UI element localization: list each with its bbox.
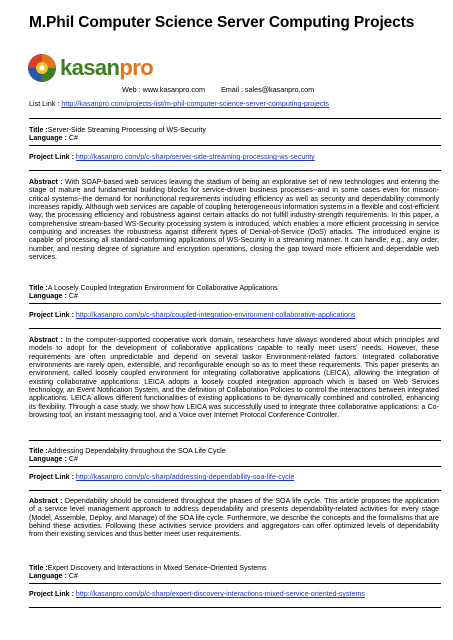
project-title: Server-Side Streaming Processing of WS-Security: [47, 126, 206, 134]
email-address: Email : sales@kasanpro.com: [220, 85, 315, 94]
project-abstract: Abstract : Dependability should be considered throughout the phases of the SOA life cycle. This article proposes the application of a service level management approach to address dependability and presents dependability-related activities for every stage (Model, Assemble, Deploy, and Manage) of the SOA life cycle. Furthermore, we describe the concepts and the formalisms that are behind these activities. Following these activities service providers and aggregators can offer optimized levels of dependability from their existing services and thus better meet user requirements.: [29, 497, 439, 539]
divider: [29, 440, 441, 441]
divider: [29, 607, 441, 608]
project-link[interactable]: http://kasanpro.com/p/c-sharp/addressing-dependability-soa-life-cycle: [75, 473, 295, 481]
project-title: Expert Discovery and Interactions in Mixed Service-Oriented Systems: [47, 564, 267, 572]
kasanpro-globe-icon: [27, 53, 57, 83]
project-link-line: Project Link : http://kasanpro.com/p/c-sharp/server-side-streaming-processing-ws-security: [29, 153, 315, 161]
project-title-block: Title :Server-Side Streaming Processing of WS-Security Language : C#: [29, 126, 206, 143]
list-link-line: [29, 99, 329, 108]
divider: [29, 118, 441, 119]
project-link-line: Project Link : http://kasanpro.com/p/c-sharp/addressing-dependability-soa-life-cycle: [29, 473, 295, 481]
list-link[interactable]: http://kasanpro.com/projects-list/m-phil-computer-science-server-computing-projects: [61, 99, 330, 108]
project-abstract: Abstract : With SOAP-based web services leaving the stadium of being an explorative set of new technologies and entering the stage of mature and fundamental building blocks for service-driven business processes--and in some cases even for mission-critical systems--the demand for nonfunctional requirements including efficiency as well as security and dependability commonly increases rapidly. Although web services are capable of coupling heterogeneous information systems in a flexible and cost-efficient way, the processing efficiency and robustness against certain attacks do not fulfill industry-strength requirements. In this paper, a comprehensive stream-based WS-Security processing system is introduced, which enables a more efficient processing in service computing and increases the robustness against different types of Denial-of-Service (DoS) attacks. The introduced engine is capable of processing all standard-conforming applications of WS-Security in a streaming manner. It can handle, e.g., any order, number, and nesting degree of signature and encryption operations, closing the gap toward more efficient and dependable web services.: [29, 178, 439, 262]
project-link[interactable]: http://kasanpro.com/p/c-sharp/coupled-integration-environment-collaborative-applications: [75, 311, 356, 319]
project-link[interactable]: http://kasanpro.com/p/c-sharp/server-side-streaming-processing-ws-security: [75, 153, 315, 161]
project-language: C#: [68, 292, 78, 301]
project-title: A Loosely Coupled Integration Environment for Collaborative Applications: [47, 284, 278, 292]
divider: [29, 170, 441, 171]
project-title: Addressing Dependability throughout the SOA Life Cycle: [47, 447, 226, 455]
divider: [29, 328, 441, 329]
project-abstract: Abstract : In the computer-supported cooperative work domain, researchers have always wondered about which principles and models to adopt for the development of collaborative applications capable to really meet users' needs. However, these requirements are often unpredictable and depend on several taskor Environment-related factors. Integrated collaborative environments are rarely open, extensible, and reconfigurable enough so as to meet these requirements. This paper presents an environment, called loosely coupled environment for integrating collaborative applications (LEICA), allowing the integration of existing collaborative applications. LEICA adopts a loosely coupled integration approach which is based on Web Services technology, an Event Notification System, and the definition of Collaboration Policies to control the interactions between integrated applications. LEICA allows different functionalities of existing applications to be dynamically combined and controlled, enhancing its flexibility. Through a case study, we show how LEICA was successfully used to integrate three collaborative applications: a Co-browsing tool, an instant messaging tool, and a Voice over Internet Protocol Conference Controller.: [29, 336, 439, 420]
divider: [29, 490, 441, 491]
divider: [29, 303, 441, 304]
web-address: Web : www.kasanpro.com: [122, 85, 205, 94]
project-language: C#: [68, 572, 78, 581]
page-title: M.Phil Computer Science Server Computing Projects: [29, 14, 415, 31]
project-title-block: Title :Expert Discovery and Interactions in Mixed Service-Oriented Systems Language : C#: [29, 564, 267, 581]
list-link-label: List Link :: [29, 99, 60, 108]
project-link-line: Project Link : http://kasanpro.com/p/c-sharp/expert-discovery-interactions-mixed-service-oriented-systems: [29, 590, 365, 598]
project-link-line: Project Link : http://kasanpro.com/p/c-sharp/coupled-integration-environment-collaborative-applications: [29, 311, 356, 319]
project-link[interactable]: http://kasanpro.com/p/c-sharp/expert-discovery-interactions-mixed-service-oriented-systems: [75, 590, 365, 598]
project-language: C#: [68, 455, 78, 464]
divider: [29, 145, 441, 146]
project-language: C#: [68, 134, 78, 143]
contact-line: [122, 85, 330, 94]
project-title-block: Title :A Loosely Coupled Integration Environment for Collaborative Applications Language : C#: [29, 284, 278, 301]
divider: [29, 583, 441, 584]
kasanpro-logo: [27, 52, 153, 84]
logo-wordmark: kasanpro: [60, 55, 154, 80]
divider: [29, 466, 441, 467]
project-title-block: Title :Addressing Dependability throughout the SOA Life Cycle Language : C#: [29, 447, 226, 464]
